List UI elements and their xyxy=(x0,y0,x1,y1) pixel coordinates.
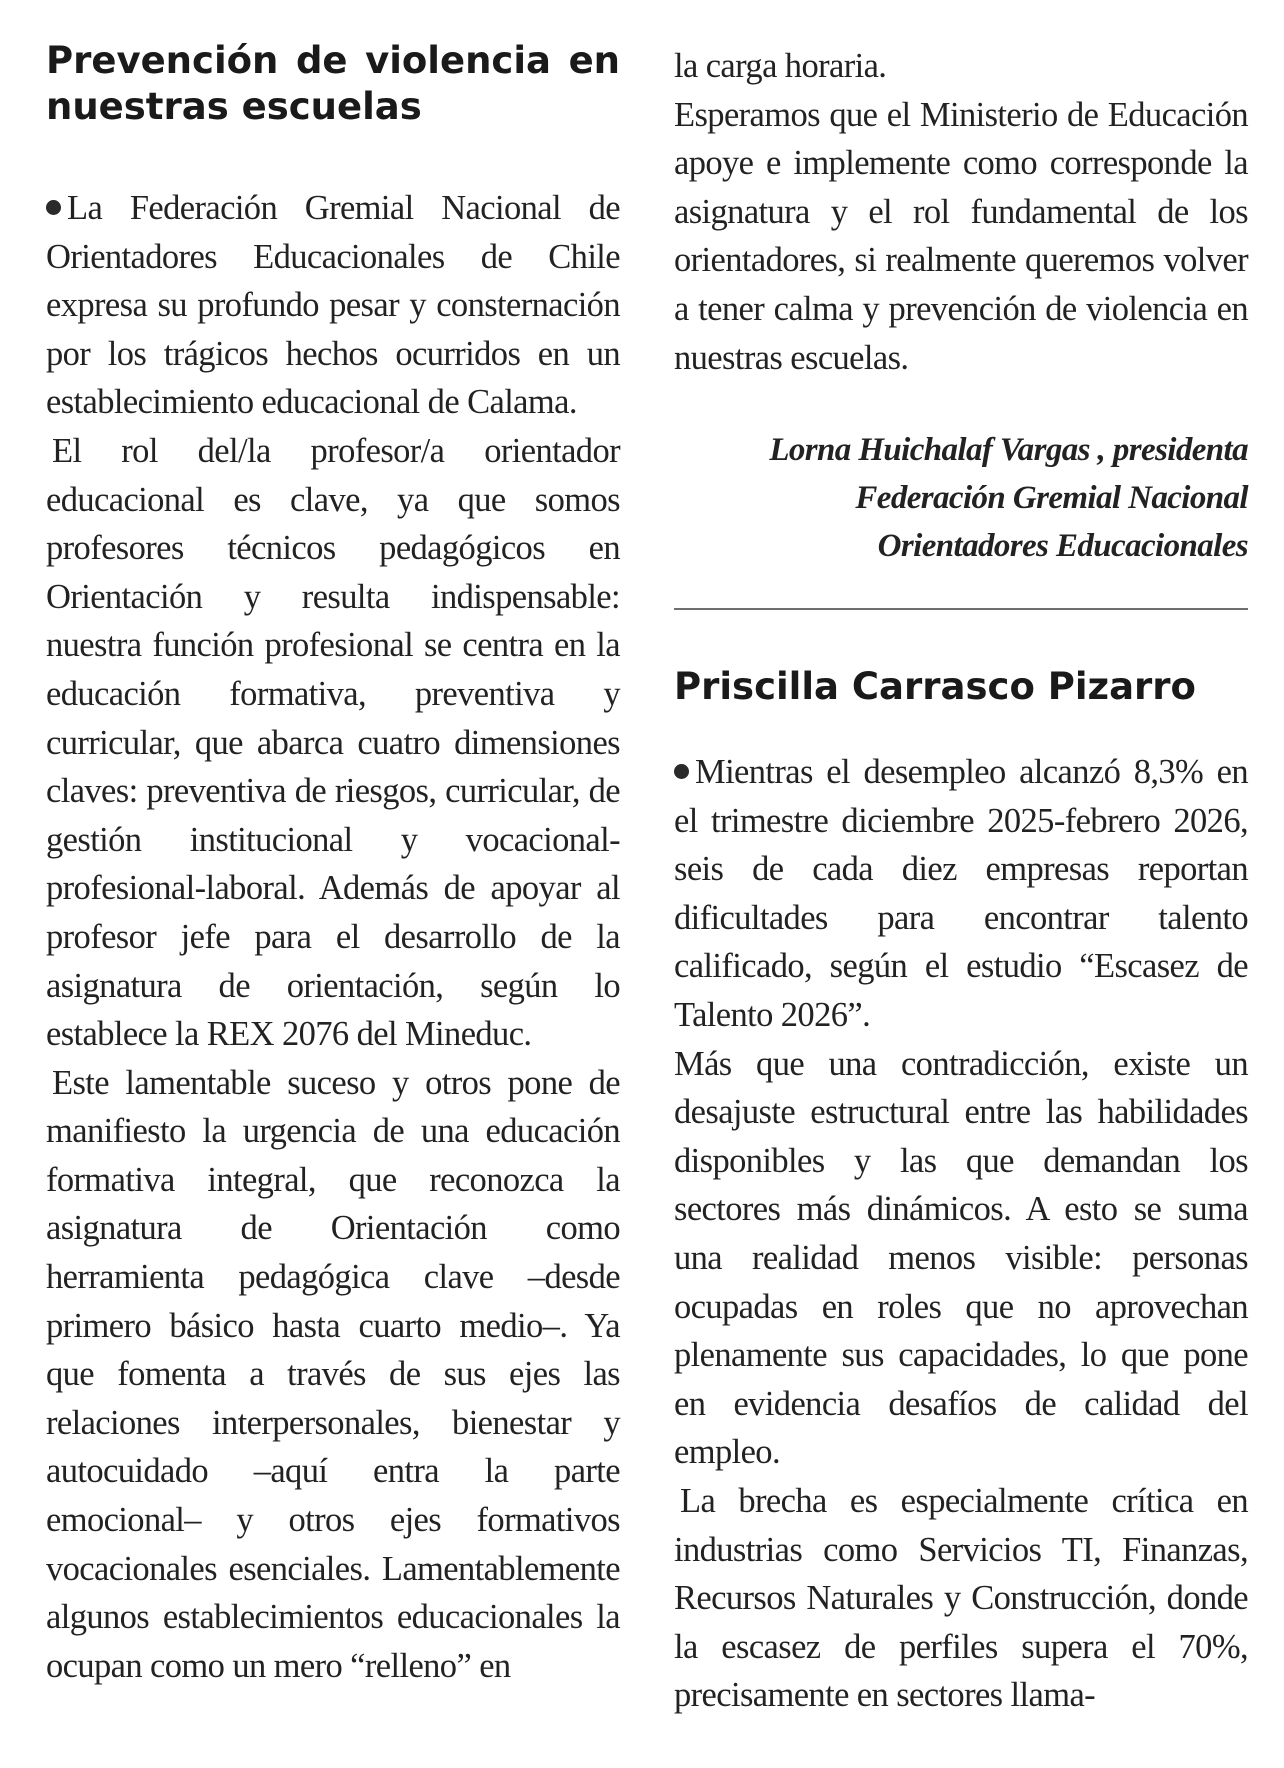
signature-line: Lorna Huichalaf Vargas , presidenta xyxy=(769,432,1248,468)
article-body-carrasco xyxy=(674,748,1248,1720)
paragraph-text: Mientras el desempleo alcanzó 8,3% en el trimestre diciembre 2025-febrero 2026, seis de cada diez empresas reportan dificultades para encontrar talento calificado, según el estudio “Escasez de Talento 2026”. xyxy=(674,753,1248,1034)
article-body-prevencion xyxy=(46,184,620,1690)
bullet-icon xyxy=(46,200,61,215)
article-paragraph: Esperamos que el Ministerio de Educación apoye e implemente como corresponde la asignatura y el rol fundamental de los orientadores, si realmente queremos volver a tener calma y prevención de violencia en nuestras escuelas. xyxy=(674,95,1248,377)
article-paragraph: Más que una contradicción, existe un desajuste estructural entre las habilidades disponibles y las que demandan los sectores más dinámicos. A esto se suma una realidad menos visible: personas ocupadas en roles que no aprovechan plenamente sus capacidades, lo que pone en evidencia desafíos de calidad del empleo. xyxy=(674,1044,1248,1472)
article-paragraph xyxy=(46,184,620,427)
article-title-carrasco: Priscilla Carrasco Pizarro xyxy=(674,665,1196,708)
paragraph-text: La Federación Gremial Nacional de Orientadores Educacionales de Chile expresa su profundo pesar y consternación por los trágicos hechos ocurridos en un establecimiento educacional de Calama. xyxy=(46,189,620,422)
article-paragraph xyxy=(674,748,1248,1040)
article-title-prevencion: Prevención de violencia en nuestras escuelas xyxy=(46,39,620,128)
article-paragraph: El rol del/la profesor/a orientador educacional es clave, ya que somos profesores técnicos pedagógicos en Orientación y resulta indispensable: nuestra función profesional se centra en la educación formativa, preventiva y curricular, que abarca cuatro dimensiones claves: preventiva de riesgos, curricular, de gestión institucional y vocacional-profesional-laboral. Además de apoyar al profesor jefe para el desarrollo de la asignatura de orientación, según lo establece la REX 2076 del Mineduc. xyxy=(46,431,620,1054)
article-paragraph: la carga horaria. xyxy=(674,47,887,85)
article-continuation xyxy=(674,42,1248,382)
signature-line: Orientadores Educacionales xyxy=(877,528,1248,564)
section-divider xyxy=(674,608,1248,610)
author-signature xyxy=(674,426,1248,570)
signature-line: Federación Gremial Nacional xyxy=(855,480,1248,516)
article-paragraph: La brecha es especialmente crítica en industrias como Servicios TI, Finanzas, Recursos Naturales y Construcción, donde la escasez de perfiles supera el 70%, precisamente en sectores llama- xyxy=(674,1481,1248,1715)
bullet-icon xyxy=(674,764,689,779)
article-paragraph: Este lamentable suceso y otros pone de manifiesto la urgencia de una educación formativa integral, que reconozca la asignatura de Orientación como herramienta pedagógica clave –desde primero básico hasta cuarto medio–. Ya que fomenta a través de sus ejes las relaciones interpersonales, bienestar y autocuidado –aquí entra la parte emocional– y otros ejes formativos vocacionales esenciales. Lamentablemente algunos establecimientos educacionales la ocupan como un mero “relleno” en xyxy=(46,1063,620,1685)
